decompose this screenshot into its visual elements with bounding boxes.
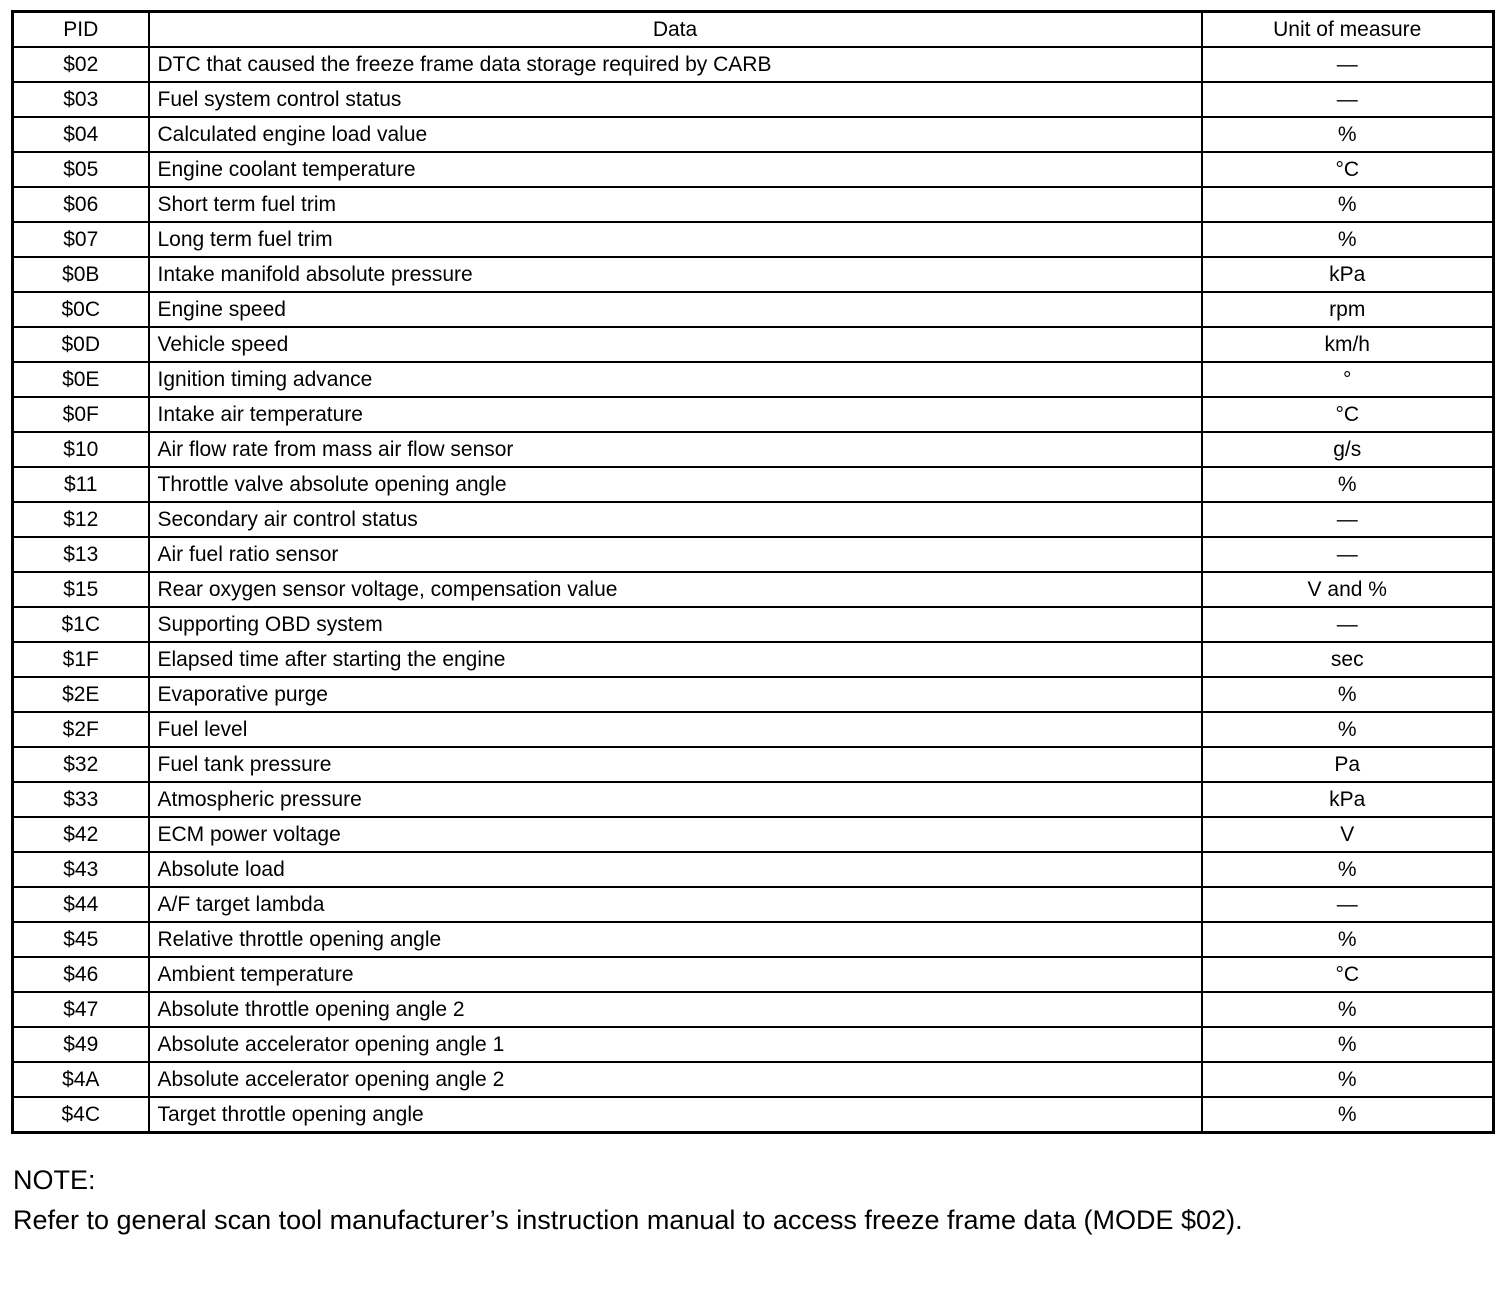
data-cell: Air fuel ratio sensor: [149, 537, 1202, 572]
table-row: [13, 887, 1494, 922]
unit-cell: —: [1202, 502, 1494, 537]
unit-cell: rpm: [1202, 292, 1494, 327]
pid-cell: $46: [13, 957, 149, 992]
table-row: [13, 922, 1494, 957]
table-row: [13, 572, 1494, 607]
table-row: [13, 677, 1494, 712]
data-cell: Relative throttle opening angle: [149, 922, 1202, 957]
unit-cell: kPa: [1202, 782, 1494, 817]
pid-cell: $10: [13, 432, 149, 467]
table-header-row: [13, 12, 1494, 48]
unit-cell: %: [1202, 117, 1494, 152]
table-row: [13, 397, 1494, 432]
table-row: [13, 817, 1494, 852]
pid-cell: $32: [13, 747, 149, 782]
data-cell: A/F target lambda: [149, 887, 1202, 922]
pid-cell: $0D: [13, 327, 149, 362]
unit-cell: %: [1202, 922, 1494, 957]
data-cell: Intake air temperature: [149, 397, 1202, 432]
data-cell: Short term fuel trim: [149, 187, 1202, 222]
pid-cell: $2E: [13, 677, 149, 712]
pid-cell: $0E: [13, 362, 149, 397]
unit-cell: km/h: [1202, 327, 1494, 362]
data-cell: Supporting OBD system: [149, 607, 1202, 642]
data-cell: DTC that caused the freeze frame data storage required by CARB: [149, 47, 1202, 82]
unit-cell: V: [1202, 817, 1494, 852]
unit-cell: —: [1202, 887, 1494, 922]
table-row: [13, 222, 1494, 257]
unit-cell: —: [1202, 607, 1494, 642]
pid-cell: $33: [13, 782, 149, 817]
data-cell: Engine coolant temperature: [149, 152, 1202, 187]
pid-cell: $44: [13, 887, 149, 922]
unit-cell: %: [1202, 222, 1494, 257]
data-cell: Secondary air control status: [149, 502, 1202, 537]
unit-cell: kPa: [1202, 257, 1494, 292]
unit-cell: g/s: [1202, 432, 1494, 467]
freeze-frame-pid-table: [11, 10, 1495, 1134]
unit-cell: %: [1202, 992, 1494, 1027]
unit-cell: %: [1202, 677, 1494, 712]
table-row: [13, 117, 1494, 152]
table-row: [13, 47, 1494, 82]
table-row: [13, 327, 1494, 362]
table-row: [13, 257, 1494, 292]
data-cell: Intake manifold absolute pressure: [149, 257, 1202, 292]
unit-cell: sec: [1202, 642, 1494, 677]
pid-cell: $12: [13, 502, 149, 537]
unit-cell: %: [1202, 1027, 1494, 1062]
data-cell: Vehicle speed: [149, 327, 1202, 362]
pid-cell: $49: [13, 1027, 149, 1062]
data-cell: Rear oxygen sensor voltage, compensation value: [149, 572, 1202, 607]
pid-cell: $45: [13, 922, 149, 957]
table-row: [13, 292, 1494, 327]
data-cell: Absolute accelerator opening angle 1: [149, 1027, 1202, 1062]
unit-cell: %: [1202, 852, 1494, 887]
pid-cell: $07: [13, 222, 149, 257]
pid-cell: $03: [13, 82, 149, 117]
note-block: [11, 1162, 1493, 1239]
pid-cell: $1F: [13, 642, 149, 677]
table-row: [13, 537, 1494, 572]
pid-cell: $42: [13, 817, 149, 852]
data-cell: Throttle valve absolute opening angle: [149, 467, 1202, 502]
data-cell: Engine speed: [149, 292, 1202, 327]
pid-cell: $04: [13, 117, 149, 152]
pid-cell: $1C: [13, 607, 149, 642]
unit-cell: —: [1202, 82, 1494, 117]
unit-cell: °: [1202, 362, 1494, 397]
data-cell: Absolute load: [149, 852, 1202, 887]
table-row: [13, 467, 1494, 502]
unit-cell: °C: [1202, 397, 1494, 432]
pid-cell: $4A: [13, 1062, 149, 1097]
table-row: [13, 82, 1494, 117]
data-cell: Fuel level: [149, 712, 1202, 747]
data-cell: Elapsed time after starting the engine: [149, 642, 1202, 677]
pid-cell: $4C: [13, 1097, 149, 1133]
unit-cell: °C: [1202, 957, 1494, 992]
note-text: Refer to general scan tool manufacturer’s instruction manual to access freeze frame data (MODE $02).: [13, 1205, 1243, 1236]
table-row: [13, 502, 1494, 537]
table-body: [13, 47, 1494, 1133]
pid-cell: $13: [13, 537, 149, 572]
table-row: [13, 607, 1494, 642]
unit-cell: —: [1202, 537, 1494, 572]
table-row: [13, 957, 1494, 992]
data-cell: Long term fuel trim: [149, 222, 1202, 257]
pid-cell: $0C: [13, 292, 149, 327]
data-cell: Air flow rate from mass air flow sensor: [149, 432, 1202, 467]
pid-cell: $02: [13, 47, 149, 82]
table-row: [13, 187, 1494, 222]
table-row: [13, 992, 1494, 1027]
table-row: [13, 782, 1494, 817]
table-row: [13, 1097, 1494, 1133]
unit-cell: V and %: [1202, 572, 1494, 607]
unit-cell: %: [1202, 1097, 1494, 1133]
pid-cell: $0F: [13, 397, 149, 432]
data-cell: Absolute throttle opening angle 2: [149, 992, 1202, 1027]
data-cell: ECM power voltage: [149, 817, 1202, 852]
unit-cell: °C: [1202, 152, 1494, 187]
pid-cell: $43: [13, 852, 149, 887]
unit-cell: %: [1202, 467, 1494, 502]
unit-cell: %: [1202, 187, 1494, 222]
data-cell: Atmospheric pressure: [149, 782, 1202, 817]
note-label: NOTE:: [13, 1165, 96, 1195]
pid-cell: $06: [13, 187, 149, 222]
pid-cell: $15: [13, 572, 149, 607]
pid-cell: $05: [13, 152, 149, 187]
table-row: [13, 642, 1494, 677]
table-row: [13, 362, 1494, 397]
unit-cell: —: [1202, 47, 1494, 82]
table-row: [13, 1062, 1494, 1097]
data-cell: Ignition timing advance: [149, 362, 1202, 397]
unit-cell: %: [1202, 712, 1494, 747]
table-row: [13, 712, 1494, 747]
table-row: [13, 1027, 1494, 1062]
table-row: [13, 747, 1494, 782]
data-cell: Ambient temperature: [149, 957, 1202, 992]
header-unit: Unit of measure: [1202, 12, 1494, 48]
table-row: [13, 852, 1494, 887]
data-cell: Target throttle opening angle: [149, 1097, 1202, 1133]
table-row: [13, 432, 1494, 467]
table-row: [13, 152, 1494, 187]
data-cell: Calculated engine load value: [149, 117, 1202, 152]
pid-cell: $47: [13, 992, 149, 1027]
unit-cell: %: [1202, 1062, 1494, 1097]
table-header: [13, 12, 1494, 48]
pid-cell: $0B: [13, 257, 149, 292]
pid-cell: $11: [13, 467, 149, 502]
unit-cell: Pa: [1202, 747, 1494, 782]
data-cell: Fuel system control status: [149, 82, 1202, 117]
data-cell: Fuel tank pressure: [149, 747, 1202, 782]
data-cell: Evaporative purge: [149, 677, 1202, 712]
pid-cell: $2F: [13, 712, 149, 747]
header-pid: PID: [13, 12, 149, 48]
header-data: Data: [149, 12, 1202, 48]
data-cell: Absolute accelerator opening angle 2: [149, 1062, 1202, 1097]
